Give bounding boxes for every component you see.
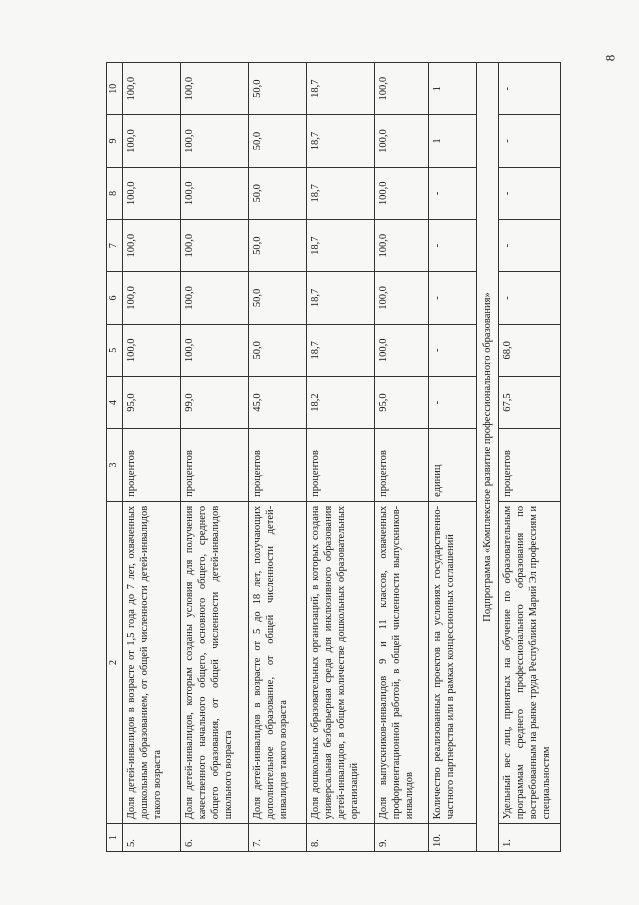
row-value: 1 (428, 115, 476, 167)
row-value: 100,0 (122, 167, 180, 219)
row-value: 100,0 (122, 272, 180, 324)
row-unit: единиц (428, 429, 476, 502)
row-value: 95,0 (122, 376, 180, 428)
row-value: 68,0 (498, 324, 560, 376)
row-value: 18,7 (306, 219, 374, 271)
row-description: Количество реализованных проектов на условиях государственно-частного партнерства или в рамках концессионных соглашений (428, 501, 476, 823)
row-value: 18,7 (306, 63, 374, 115)
table-header-row (107, 63, 123, 852)
row-description: Доля детей-инвалидов в возрасте от 5 до 18 лет, получающих дополнительное образование, от общей численности детей-инвалидов такого возраста (248, 501, 306, 823)
row-value: 100,0 (374, 219, 428, 271)
row-value: 50,0 (248, 324, 306, 376)
row-value: 50,0 (248, 272, 306, 324)
row-value: 18,7 (306, 272, 374, 324)
row-value: 100,0 (374, 115, 428, 167)
row-unit: процентов (122, 429, 180, 502)
header-cell: 6 (107, 272, 123, 324)
header-cell: 2 (107, 501, 123, 823)
row-value: 50,0 (248, 63, 306, 115)
row-value: 100,0 (374, 324, 428, 376)
row-value: 100,0 (180, 115, 248, 167)
header-cell: 9 (107, 115, 123, 167)
row-value: 100,0 (374, 167, 428, 219)
subprogram-title: Подпрограмма «Комплексное развитие профессионального образования» (476, 63, 498, 852)
header-cell: 1 (107, 824, 123, 852)
row-number: 5. (122, 824, 180, 852)
row-unit: процентов (180, 429, 248, 502)
row-number: 7. (248, 824, 306, 852)
row-value: 100,0 (122, 63, 180, 115)
row-value: - (428, 272, 476, 324)
row-value: - (498, 63, 560, 115)
header-cell: 7 (107, 219, 123, 271)
subprogram-row (476, 63, 498, 852)
row-unit: процентов (306, 429, 374, 502)
row-unit: процентов (498, 429, 560, 502)
row-number: 8. (306, 824, 374, 852)
row-description: Удельный вес лиц, принятых на обучение по образовательным программам среднего профессионального образования по востребованным на рынке труда Республики Марий Эл профессиям и специальностям (498, 501, 560, 823)
row-number: 6. (180, 824, 248, 852)
row-unit: процентов (374, 429, 428, 502)
row-value: 100,0 (122, 115, 180, 167)
table-row (374, 63, 428, 852)
row-value: - (428, 219, 476, 271)
row-description: Доля детей-инвалидов в возрасте от 1,5 года до 7 лет, охваченных дошкольным образованием, от общей численности детей-инвалидов такого возраста (122, 501, 180, 823)
row-description: Доля дошкольных образовательных организаций, в которых создана универсальная безбарьерная среда для инклюзивного образования детей-инвалидов, в общем количестве дошкольных образовательных организаций (306, 501, 374, 823)
rotated-table-container (106, 62, 552, 852)
row-number: 1. (498, 824, 560, 852)
table-row (248, 63, 306, 852)
row-value: 99,0 (180, 376, 248, 428)
row-value: - (428, 167, 476, 219)
row-value: 100,0 (374, 63, 428, 115)
row-value: - (498, 115, 560, 167)
row-unit: процентов (248, 429, 306, 502)
table-row (122, 63, 180, 852)
row-number: 10. (428, 824, 476, 852)
row-value: 100,0 (180, 272, 248, 324)
row-description: Доля выпускников-инвалидов 9 и 11 классов, охваченных профориентационной работой, в общей численности выпускников-инвалидов (374, 501, 428, 823)
row-value: 18,7 (306, 324, 374, 376)
row-value: 100,0 (374, 272, 428, 324)
row-number: 9. (374, 824, 428, 852)
table-row (498, 63, 560, 852)
header-cell: 3 (107, 429, 123, 502)
header-cell: 4 (107, 376, 123, 428)
row-value: 18,2 (306, 376, 374, 428)
table-row (428, 63, 476, 852)
row-value: 100,0 (122, 324, 180, 376)
table-row (306, 63, 374, 852)
header-cell: 8 (107, 167, 123, 219)
row-value: 100,0 (180, 324, 248, 376)
row-value: 100,0 (180, 219, 248, 271)
page-number: 8 (601, 54, 617, 62)
header-cell: 10 (107, 63, 123, 115)
row-value: - (498, 167, 560, 219)
row-value: 18,7 (306, 115, 374, 167)
row-value: - (428, 324, 476, 376)
row-value: - (498, 272, 560, 324)
row-description: Доля детей-инвалидов, которым созданы условия для получения качественного начального общего, основного общего, среднего общего образования, от общей численности детей-инвалидов школьного возраста (180, 501, 248, 823)
row-value: - (428, 376, 476, 428)
row-value: 67,5 (498, 376, 560, 428)
row-value: 100,0 (180, 63, 248, 115)
table-row (180, 63, 248, 852)
row-value: 1 (428, 63, 476, 115)
row-value: 18,7 (306, 167, 374, 219)
indicators-table (106, 62, 561, 852)
row-value: 50,0 (248, 115, 306, 167)
row-value: 100,0 (180, 167, 248, 219)
row-value: 50,0 (248, 219, 306, 271)
row-value: 45,0 (248, 376, 306, 428)
row-value: 100,0 (122, 219, 180, 271)
header-cell: 5 (107, 324, 123, 376)
row-value: 95,0 (374, 376, 428, 428)
row-value: 50,0 (248, 167, 306, 219)
row-value: - (498, 219, 560, 271)
